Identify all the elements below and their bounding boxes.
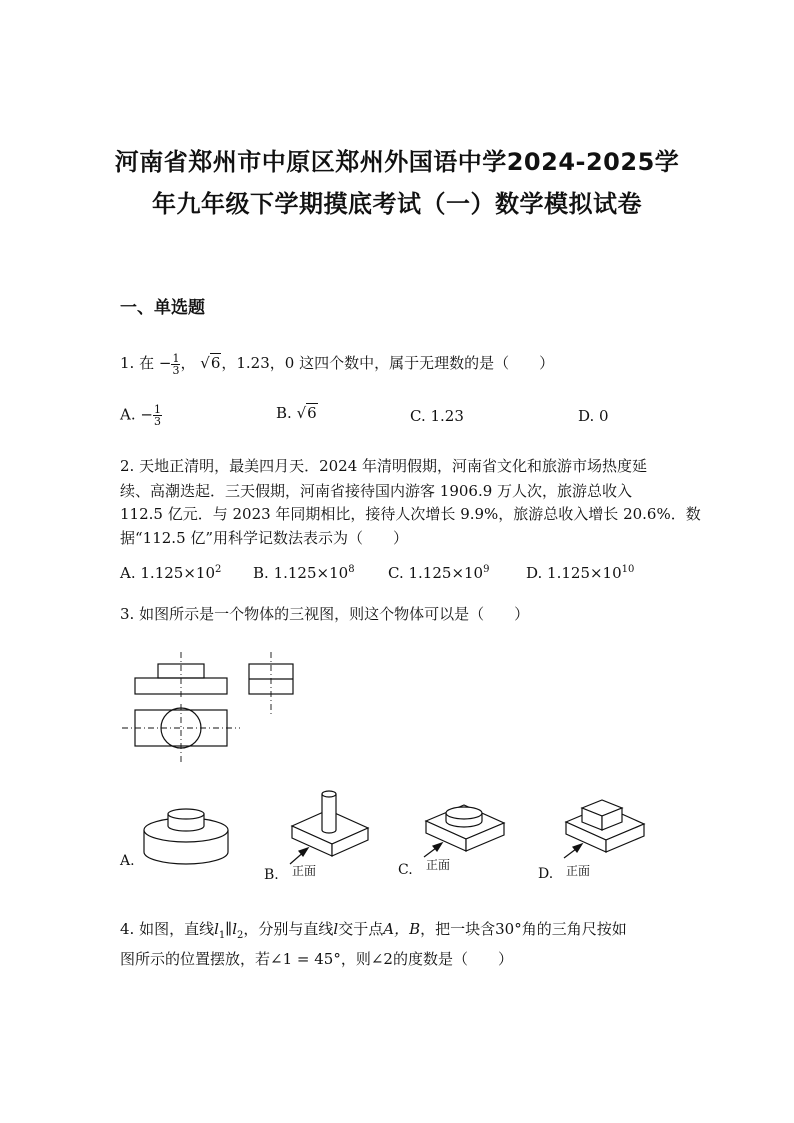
question-2-line3: 112.5 亿元．与 2023 年同期相比，接待人次增长 9.9%，旅游总收入增长 20.6%．数 <box>120 505 701 523</box>
question-3: 3. 如图所示是一个物体的三视图，则这个物体可以是（ ） <box>120 605 530 623</box>
q2-option-b-base: 1.125×10 <box>273 564 349 582</box>
question-4-line1 <box>120 918 627 941</box>
q1-prefix: 1. 在 <box>120 354 155 372</box>
q3-option-d-figure[interactable] <box>560 792 650 872</box>
q2-option-b-label: B. <box>253 564 269 582</box>
q4-prefix: 4. 如图，直线 <box>120 920 215 938</box>
q1-option-b-sqrt: √6 <box>296 404 317 422</box>
three-view-figure <box>118 648 298 768</box>
q4-text-6: ，则 <box>340 950 371 968</box>
q4-line-l1-sub: 1 <box>218 930 226 941</box>
q2-option-d-label: D. <box>526 564 543 582</box>
q1-option-a-minus: − <box>140 405 153 424</box>
q2-option-d[interactable] <box>526 564 634 582</box>
question-4-line2 <box>120 948 513 969</box>
q1-sqrt-value: 6 <box>210 354 221 372</box>
q1-option-b[interactable] <box>276 404 318 422</box>
q3-option-d-front-label: 正面 <box>566 864 591 878</box>
q4-line-l2-sub: 2 <box>237 930 244 941</box>
q3-option-b-front-label: 正面 <box>292 864 317 878</box>
q2-option-c-base: 1.125×10 <box>408 564 484 582</box>
q4-angle-2: ∠2 <box>370 950 393 968</box>
q2-option-c-exponent: 9 <box>483 564 490 575</box>
q1-option-b-label: B. <box>276 404 292 422</box>
q2-option-d-base: 1.125×10 <box>547 564 622 582</box>
q1-minus: − <box>158 354 172 372</box>
q4-text-7: 的度数是（ ） <box>392 950 513 968</box>
question-2-line1: 2. 天地正清明，最美四月天．2024 年清明假期，河南省文化和旅游市场热度延 <box>120 457 648 475</box>
q4-line-l: l <box>333 920 339 938</box>
q1-comma: ， <box>180 354 196 372</box>
q3-option-c-label[interactable]: C. <box>398 862 413 878</box>
q1-option-a-label: A. <box>120 405 136 424</box>
q4-text-4: 角的三角尺按如 <box>521 920 627 938</box>
q4-line-l2: l <box>232 920 238 938</box>
cylinder-small-top <box>168 809 204 819</box>
rod-b-top <box>322 791 336 797</box>
q2-option-c[interactable] <box>388 564 489 582</box>
q2-option-a-base: 1.125×10 <box>140 564 215 582</box>
q4-parallel-symbol: ∥ <box>225 920 233 938</box>
q3-option-b-label[interactable]: B. <box>264 867 279 883</box>
q1-option-d[interactable]: D. 0 <box>578 407 609 425</box>
q4-text-3: ，把一块含 <box>420 920 496 938</box>
q3-option-c-front-label: 正面 <box>426 858 451 872</box>
rod-b-side <box>322 794 336 833</box>
q2-option-b-exponent: 8 <box>348 564 355 575</box>
q4-points: A，B <box>383 920 421 938</box>
q3-option-a-label[interactable]: A. <box>120 853 135 869</box>
q1-frac-numerator: 1 <box>172 351 180 365</box>
q1-sqrt: √6 <box>200 354 221 372</box>
q2-option-d-exponent: 10 <box>621 564 635 575</box>
q2-option-c-label: C. <box>388 564 404 582</box>
question-1 <box>120 352 554 376</box>
q2-option-a[interactable] <box>120 564 221 582</box>
q2-option-a-exponent: 2 <box>215 564 222 575</box>
q1-option-c[interactable]: C. 1.23 <box>410 407 464 425</box>
q4-line-l1: l <box>214 920 219 938</box>
q1-option-b-sqrt-value: 6 <box>307 404 317 422</box>
q3-option-d-label[interactable]: D. <box>538 866 554 882</box>
question-2-line2: 续、高潮迭起．三天假期，河南省接待国内游客 1906.9 万人次，旅游总收入 <box>120 482 633 500</box>
q1-option-a-denominator: 3 <box>153 415 161 428</box>
q4-text-2: 交于点 <box>338 920 384 938</box>
q4-angle-30: 30° <box>495 920 522 938</box>
disk-c-top <box>446 807 482 819</box>
q3-option-a-figure[interactable] <box>138 800 234 870</box>
q1-negative-fraction <box>158 351 181 377</box>
q1-option-a[interactable] <box>120 404 162 427</box>
q1-rest: ，1.23，0 这四个数中，属于无理数的是（ ） <box>221 354 555 372</box>
q4-text-5: 图所示的位置摆放，若 <box>120 950 271 968</box>
question-2-line4: 据“112.5 亿”用科学记数法表示为（ ） <box>120 529 409 547</box>
page-title-line1: 河南省郑州市中原区郑州外国语中学2024-2025学 <box>114 148 680 176</box>
section-heading: 一、单选题 <box>120 298 205 318</box>
q2-option-b[interactable] <box>253 564 355 582</box>
q4-angle-1: ∠1 = 45° <box>270 950 341 968</box>
q1-option-a-numerator: 1 <box>153 403 161 416</box>
q1-frac-denominator: 3 <box>172 363 180 377</box>
q4-text-1: ，分别与直线 <box>243 920 334 938</box>
page-title-line2: 年九年级下学期摸底考试（一）数学模拟试卷 <box>152 190 642 218</box>
q2-option-a-label: A. <box>120 564 136 582</box>
